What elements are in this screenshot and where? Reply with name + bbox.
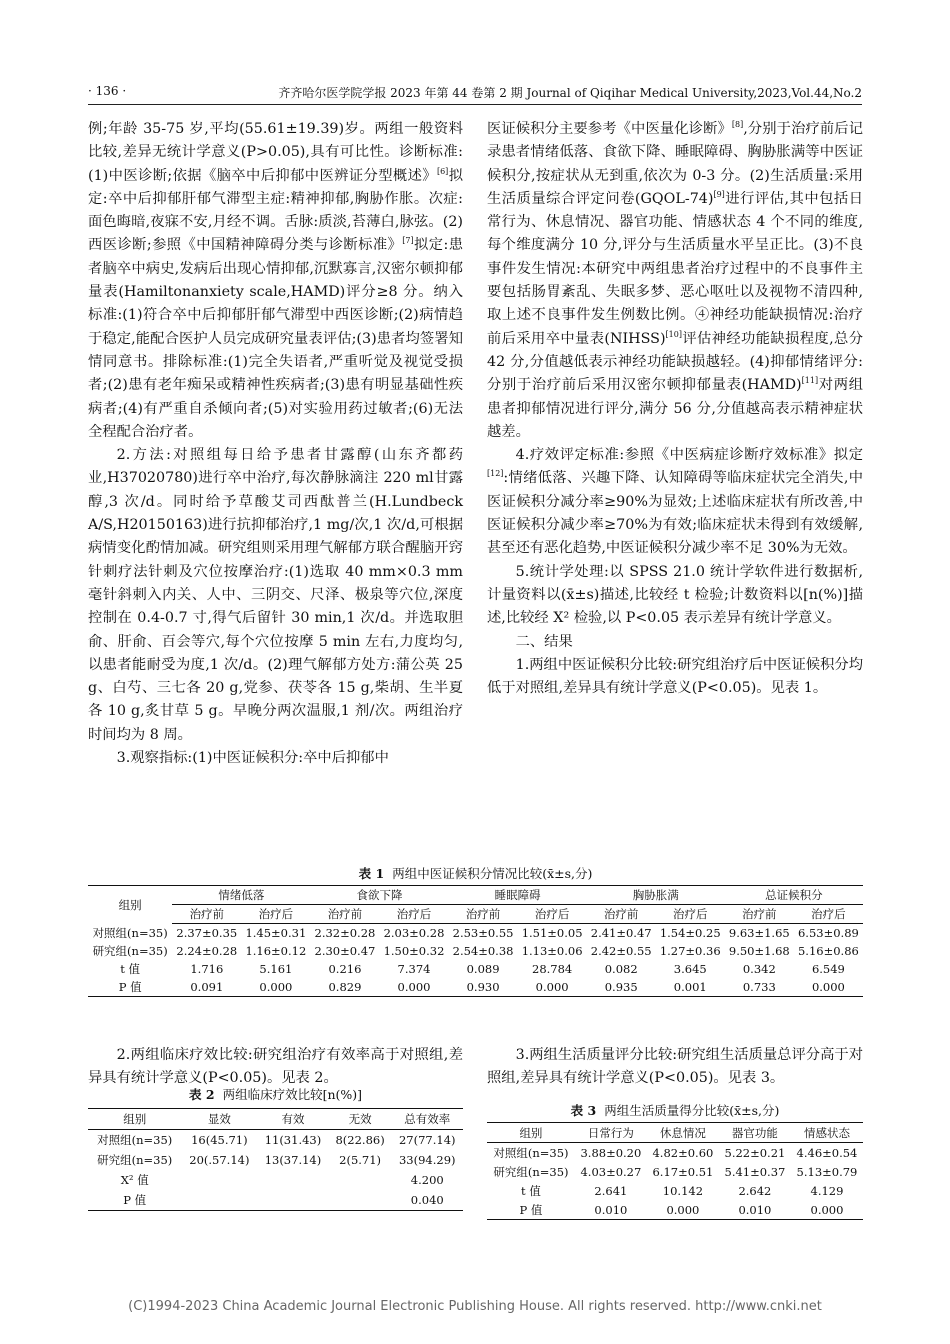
table3-column-header: 休息情况 bbox=[647, 1123, 719, 1143]
table2-column-header: 无效 bbox=[329, 1109, 392, 1130]
table-cell: P 值 bbox=[88, 978, 172, 997]
table-cell: 1.13±0.06 bbox=[521, 944, 583, 958]
paragraph-statistics: 5.统计学处理:以 SPSS 21.0 统计学软件进行数据析,计量资料以(x̄±s)描述,比较经 t 检验;计数资料以[n(%)]描述,比较经 X² 检验,以 P<0.05 表示差异有统计学意义。 bbox=[487, 563, 863, 627]
table-row bbox=[487, 1200, 863, 1220]
table-cell: 10.142 bbox=[662, 1183, 704, 1198]
table-cell: 0.733 bbox=[725, 978, 794, 997]
table3-column-header: 器官功能 bbox=[719, 1123, 791, 1143]
table-cell: 5.41±0.37 bbox=[724, 1164, 786, 1179]
table3-body bbox=[487, 1143, 863, 1220]
table-cell: 3.645 bbox=[673, 962, 707, 976]
table-cell: 0.082 bbox=[604, 962, 638, 976]
table-cell: 0.040 bbox=[392, 1190, 463, 1211]
table-row bbox=[487, 1181, 863, 1200]
table1-group-header: 组别 bbox=[88, 886, 172, 924]
table-cell bbox=[257, 1190, 328, 1211]
table-cell: 1.27±0.36 bbox=[659, 944, 721, 958]
table1-subheader: 治疗前 bbox=[449, 905, 518, 924]
paragraph-diagnosis: 例;年龄 35-75 岁,平均(55.61±19.39)岁。两组一般资料比较,差异无统计学意义(P>0.05),具有可比性。诊断标准:(1)中医诊断;依据《脑卒中后抑郁中医辨证分型概述》[6]拟定:卒中后抑郁肝郁气滞型主症:精神抑郁,胸胁作胀。次症:面色晦暗,夜寐不安,月经不调。舌脉:质淡,苔薄白,脉弦。(2)西医诊断;参照《中国精神障碍分类与诊断标准》[7]拟定:患者脑卒中病史,发病后出现心情抑郁,沉默寡言,汉密尔顿抑郁量表(Hamiltonanxiety scale,HAMD)评分≥8 分。纳入标准:(1)符合卒中后抑郁肝郁气滞型中西医诊断;(2)病情趋于稳定,能配合医护人员完成研究量表评估;(3)患者均签署知情同意书。排除标准:(1)完全失语者,严重听觉及视觉受损者;(2)患有老年痴呆或精神性疾病者;(3)患有明显基础性疾病者;(4)有严重自杀倾向者;(5)对实验用药过敏者;(6)无法全程配合治疗者。 bbox=[88, 121, 463, 440]
table-cell: 3.88±0.20 bbox=[580, 1145, 642, 1160]
table-cell: 0.000 bbox=[241, 978, 310, 997]
table-cell: P 值 bbox=[487, 1200, 575, 1220]
table-cell: 0.000 bbox=[794, 978, 863, 997]
paragraph-result-3: 3.两组生活质量评分比较:研究组生活质量总评分高于对照组,差异具有统计学意义(P<0.05)。见表 3。 bbox=[487, 1047, 863, 1087]
table-cell: 1.51±0.05 bbox=[521, 926, 583, 940]
paragraph-result-1: 1.两组中医证候积分比较:研究组治疗后中医证候积分均低于对照组,差异具有统计学意义(P<0.05)。见表 1。 bbox=[487, 656, 863, 697]
table-cell: 0.010 bbox=[575, 1200, 647, 1220]
paragraph-methods: 2.方法:对照组每日给予患者甘露醇(山东齐都药业,H37020780)进行卒中治疗,每次静脉滴注 220 ml甘露醇,3 次/d。同时给予草酸艾司西酞普兰(H.Lundbeck A/S,H20150163)进行抗抑郁治疗,1 mg/次,1 次/d,可根据病情变化酌情加减。研究组则采用理气解郁方联合醒脑开窍针刺疗法针刺及穴位按摩治疗:(1)选取 40 mm×0.3 mm 毫针斜刺入内关、人中、三阴交、尺泽、极泉等穴位,深度控制在 0.4-0.7 寸,得气后留针 30 min,1 次/d。并选取胆俞、肝俞、百会等穴,每个穴位按摩 5 min 左右,力度均匀,以患者能耐受为度,1 次/d。(2)理气解郁方处方:蒲公英 25 g、白芍、三七各 20 g,党参、茯苓各 15 g,柴胡、生半夏各 10 g,炙甘草 5 g。早晚分两次温服,1 剂/次。两组治疗时间均为 8 周。 bbox=[88, 447, 463, 743]
paragraph-indicators-cont: 医证候积分主要参考《中医量化诊断》[8],分别于治疗前后记录患者情绪低落、食欲下降、睡眠障碍、胸胁胀满等中医证候积分,按症状从无到重,依次为 0-3 分。(2)生活质量:采用生活质量综合评定问卷(GQOL-74)[9]进行评估,其中包括日常行为、休息情况、器官功能、情感状态 4 个不同的维度,每个维度满分 10 分,评分与生活质量水平呈正比。(3)不良事件发生情况:本研究中两组患者治疗过程中的不良事件主要包括肠胃紊乱、失眠多梦、恶心呕吐以及视物不清四种,取上述不良事件发生例数比例。④神经功能缺损情况:治疗前后采用卒中量表(NIHSS)[10]评估神经功能缺损程度,总分 42 分,分值越低表示神经功能缺损越轻。(4)抑郁情绪评分:分别于治疗前后采用汉密尔顿抑郁量表(HAMD)[11]对两组患者抑郁情况进行评分,满分 56 分,分值越高表示精神症状越差。 bbox=[487, 120, 863, 440]
table1-group: 情绪低落 bbox=[172, 886, 310, 905]
table-cell: 2.54±0.38 bbox=[452, 944, 514, 958]
table-row bbox=[88, 942, 863, 960]
table1-caption: 表 1 两组中医证候积分情况比较(x̄±s,分) bbox=[358, 866, 593, 881]
table-cell: 0.000 bbox=[791, 1200, 863, 1220]
table2 bbox=[88, 1108, 463, 1211]
table1-group: 总证候积分 bbox=[725, 886, 863, 905]
table-cell: 0.091 bbox=[172, 978, 241, 997]
table1-body bbox=[88, 924, 863, 997]
table-cell: 对照组(n=35) bbox=[97, 1133, 173, 1147]
table1-subheader: 治疗后 bbox=[379, 905, 448, 924]
table-cell: X² 值 bbox=[120, 1173, 149, 1187]
section-heading-results: 二、结果 bbox=[515, 633, 573, 650]
table-cell: 11(31.43) bbox=[264, 1133, 322, 1147]
table-cell bbox=[257, 1170, 328, 1190]
table-row bbox=[88, 978, 863, 997]
table-row bbox=[88, 1190, 463, 1211]
paragraph-result-2: 2.两组临床疗效比较:研究组治疗有效率高于对照组,差异具有统计学意义(P<0.05)。见表 2。 bbox=[88, 1047, 463, 1087]
table2-body bbox=[88, 1130, 463, 1211]
right-column bbox=[487, 118, 863, 700]
table-cell: 2.03±0.28 bbox=[383, 926, 445, 940]
table3-column-header: 情感状态 bbox=[791, 1123, 863, 1143]
table2-column-header: 有效 bbox=[257, 1109, 328, 1130]
table3-column-header: 组别 bbox=[487, 1123, 575, 1143]
table-cell: 对照组(n=35) bbox=[493, 1145, 569, 1160]
table-cell: 4.03±0.27 bbox=[580, 1164, 642, 1179]
paragraph-criteria: 4.疗效评定标准:参照《中医病症诊断疗效标准》拟定[12]:情绪低落、兴趣下降、认知障碍等临床症状完全消失,中医证候积分减分率≥90%为显效;上述临床症状有所改善,中医证候积分减少率≥70%为有效;临床症状未得到有效缓解,甚至还有恶化趋势,中医证候积分减少率不足 30%为无效。 bbox=[487, 447, 863, 557]
table-cell: 2.37±0.35 bbox=[176, 926, 238, 940]
table2-header-row bbox=[88, 1109, 463, 1130]
table-row bbox=[88, 1130, 463, 1151]
table-cell: 0.000 bbox=[518, 978, 587, 997]
table-cell: 9.50±1.68 bbox=[728, 944, 790, 958]
table1-group: 胸胁胀满 bbox=[587, 886, 725, 905]
table-cell: 2(5.71) bbox=[339, 1153, 382, 1167]
table-cell: 7.374 bbox=[397, 962, 431, 976]
table-cell: 2.42±0.55 bbox=[590, 944, 652, 958]
copyright-footer: (C)1994-2023 China Academic Journal Electronic Publishing House. All rights reserved. http://www.cnki.net bbox=[128, 1299, 822, 1314]
header-rule bbox=[88, 104, 862, 105]
table-cell: 9.63±1.65 bbox=[728, 926, 790, 940]
table-cell: 研究组(n=35) bbox=[97, 1153, 173, 1167]
table3-caption: 表 3 两组生活质量得分比较(x̄±s,分) bbox=[570, 1103, 780, 1118]
left-column bbox=[88, 118, 463, 770]
table-cell: 4.46±0.54 bbox=[796, 1145, 858, 1160]
table-cell: 0.935 bbox=[587, 978, 656, 997]
table-cell: 27(77.14) bbox=[398, 1133, 456, 1147]
table-cell: 对照组(n=35) bbox=[92, 925, 168, 940]
table1-subheader: 治疗前 bbox=[587, 905, 656, 924]
table-cell: 1.716 bbox=[190, 962, 224, 976]
table-cell bbox=[329, 1170, 392, 1190]
table-cell: 2.32±0.28 bbox=[314, 926, 376, 940]
table-cell: 0.000 bbox=[647, 1200, 719, 1220]
table-cell bbox=[181, 1190, 257, 1211]
table-cell: 1.54±0.25 bbox=[659, 926, 721, 940]
table-row bbox=[88, 1170, 463, 1190]
table-cell: P 值 bbox=[88, 1190, 181, 1211]
table1-subheader: 治疗前 bbox=[725, 905, 794, 924]
table-cell: t 值 bbox=[120, 962, 141, 976]
table-cell: 0.000 bbox=[379, 978, 448, 997]
table-cell: 6.17±0.51 bbox=[652, 1164, 714, 1179]
table2-column-header: 组别 bbox=[88, 1109, 181, 1130]
table-cell: 16(45.71) bbox=[191, 1133, 248, 1147]
table-cell: 0.216 bbox=[328, 962, 362, 976]
table-cell: 0.010 bbox=[719, 1200, 791, 1220]
table-cell: 8(22.86) bbox=[335, 1133, 385, 1147]
table-row bbox=[487, 1143, 863, 1163]
table-cell: 1.45±0.31 bbox=[245, 926, 307, 940]
table-cell: 0.342 bbox=[742, 962, 776, 976]
table-cell: 0.089 bbox=[466, 962, 500, 976]
page-number: · 136 · bbox=[88, 84, 127, 98]
table1-subheader: 治疗后 bbox=[241, 905, 310, 924]
table-row bbox=[88, 924, 863, 943]
table-cell: 2.30±0.47 bbox=[314, 944, 376, 958]
table-cell: 4.129 bbox=[810, 1183, 844, 1198]
journal-title: 齐齐哈尔医学院学报 2023 年第 44 卷第 2 期 Journal of Qiqihar Medical University,2023,Vol.44,No.2 bbox=[278, 86, 862, 100]
table1-subheader: 治疗后 bbox=[794, 905, 863, 924]
table-cell: t 值 bbox=[521, 1183, 541, 1198]
table-row bbox=[487, 1162, 863, 1181]
table-cell: 6.53±0.89 bbox=[797, 926, 859, 940]
table3-header-row bbox=[487, 1123, 863, 1143]
table1-subheader: 治疗前 bbox=[310, 905, 379, 924]
table1-subheader: 治疗后 bbox=[656, 905, 725, 924]
table1 bbox=[88, 885, 863, 997]
table-cell: 13(37.14) bbox=[264, 1153, 322, 1167]
table-cell: 5.161 bbox=[259, 962, 293, 976]
table2-column-header: 总有效率 bbox=[392, 1109, 463, 1130]
table-cell: 4.200 bbox=[410, 1173, 444, 1187]
table1-subheader: 治疗前 bbox=[172, 905, 241, 924]
table-cell: 1.50±0.32 bbox=[383, 944, 445, 958]
table-cell: 6.549 bbox=[811, 962, 845, 976]
table-cell bbox=[329, 1190, 392, 1211]
table3 bbox=[487, 1122, 863, 1220]
table-cell: 1.16±0.12 bbox=[245, 944, 307, 958]
table3-column-header: 日常行为 bbox=[575, 1123, 647, 1143]
table-cell: 研究组(n=35) bbox=[92, 944, 168, 958]
table2-column-header: 显效 bbox=[181, 1109, 257, 1130]
table-cell bbox=[181, 1170, 257, 1190]
table-cell: 0.930 bbox=[449, 978, 518, 997]
table-row bbox=[88, 1150, 463, 1170]
table-cell: 33(94.29) bbox=[398, 1153, 456, 1167]
table-cell: 5.13±0.79 bbox=[796, 1164, 858, 1179]
table1-subheader: 治疗后 bbox=[518, 905, 587, 924]
table-cell: 2.641 bbox=[594, 1183, 628, 1198]
table2-caption: 表 2 两组临床疗效比较[n(%)] bbox=[189, 1087, 362, 1102]
table-cell: 2.24±0.28 bbox=[176, 944, 238, 958]
table1-group: 睡眠障碍 bbox=[449, 886, 587, 905]
running-header bbox=[88, 84, 862, 102]
table-cell: 20(.57.14) bbox=[189, 1153, 250, 1167]
table1-group: 食欲下降 bbox=[310, 886, 448, 905]
table-cell: 5.16±0.86 bbox=[797, 944, 859, 958]
table-row bbox=[88, 960, 863, 978]
table-cell: 研究组(n=35) bbox=[493, 1164, 569, 1179]
table-cell: 2.53±0.55 bbox=[452, 926, 514, 940]
table-cell: 5.22±0.21 bbox=[724, 1145, 786, 1160]
table-cell: 28.784 bbox=[532, 962, 573, 976]
table-cell: 2.41±0.47 bbox=[590, 926, 652, 940]
table-cell: 2.642 bbox=[738, 1183, 772, 1198]
table-cell: 0.001 bbox=[656, 978, 725, 997]
table-cell: 4.82±0.60 bbox=[652, 1145, 714, 1160]
paragraph-indicators: 3.观察指标:(1)中医证候积分:卒中后抑郁中 bbox=[116, 750, 389, 767]
table-cell: 0.829 bbox=[310, 978, 379, 997]
